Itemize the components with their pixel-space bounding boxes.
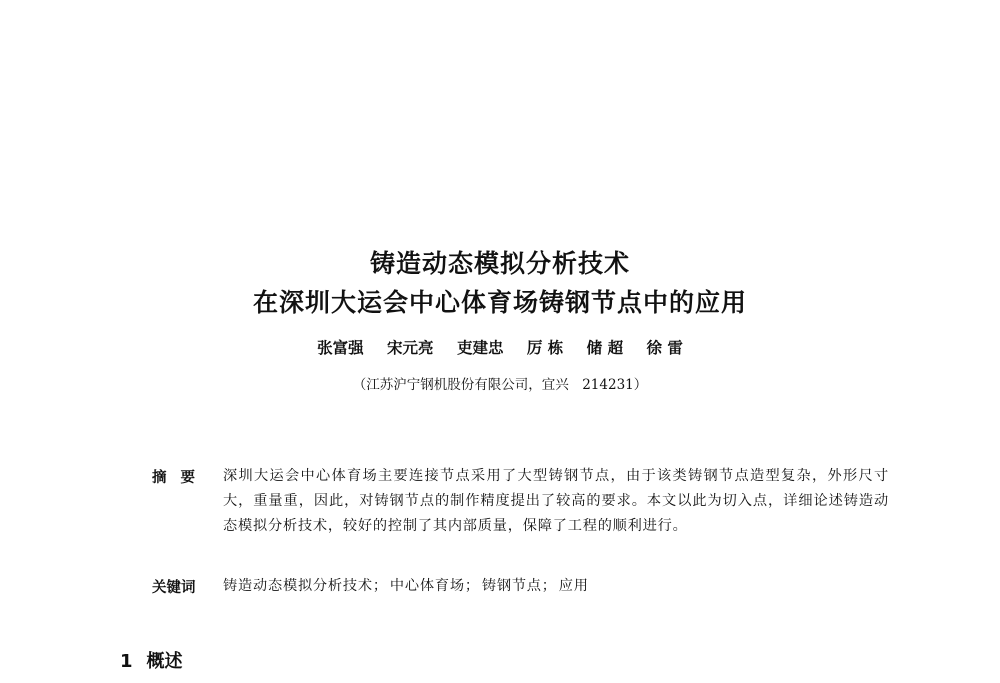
author-name: 储 超: [586, 338, 624, 357]
author-name: 宋元亮: [387, 338, 434, 357]
author-name: 厉 栋: [526, 338, 564, 357]
keywords-list: [223, 575, 589, 595]
author-name: 吏建忠: [456, 338, 504, 357]
keyword: 应用: [558, 578, 589, 594]
keyword-separator: ；: [464, 578, 480, 594]
paper-title-line-1: 铸造动态模拟分析技术: [369, 249, 630, 278]
abstract-label: 摘要: [152, 470, 209, 486]
author-name: 张富强: [317, 338, 364, 357]
abstract-text: 深圳大运会中心体育场主要连接节点采用了大型铸钢节点，由于该类铸钢节点造型复杂，外形尺寸大，重量重，因此，对铸钢节点的制作精度提出了较高的要求。本文以此为切入点，详细论述铸造动态模拟分析技术，较好的控制了其内部质量，保障了工程的顺利进行。: [223, 468, 889, 534]
keywords-label: 关键词: [152, 580, 196, 596]
affiliation: （江苏沪宁钢机股份有限公司，宜兴 214231）: [352, 377, 648, 393]
keyword: 铸钢节点: [481, 578, 542, 594]
paper-title-line-2: 在深圳大运会中心体育场铸钢节点中的应用: [252, 288, 747, 317]
author-name: 徐 雷: [646, 338, 683, 357]
section-title: 概述: [146, 651, 183, 672]
keyword-separator: ；: [372, 578, 388, 594]
section-number: 1: [120, 651, 133, 672]
keyword: 铸造动态模拟分析技术: [223, 578, 373, 594]
section-heading: [120, 647, 183, 673]
author-list: [0, 336, 1000, 358]
keyword: 中心体育场: [389, 578, 465, 594]
keyword-separator: ；: [541, 578, 557, 594]
